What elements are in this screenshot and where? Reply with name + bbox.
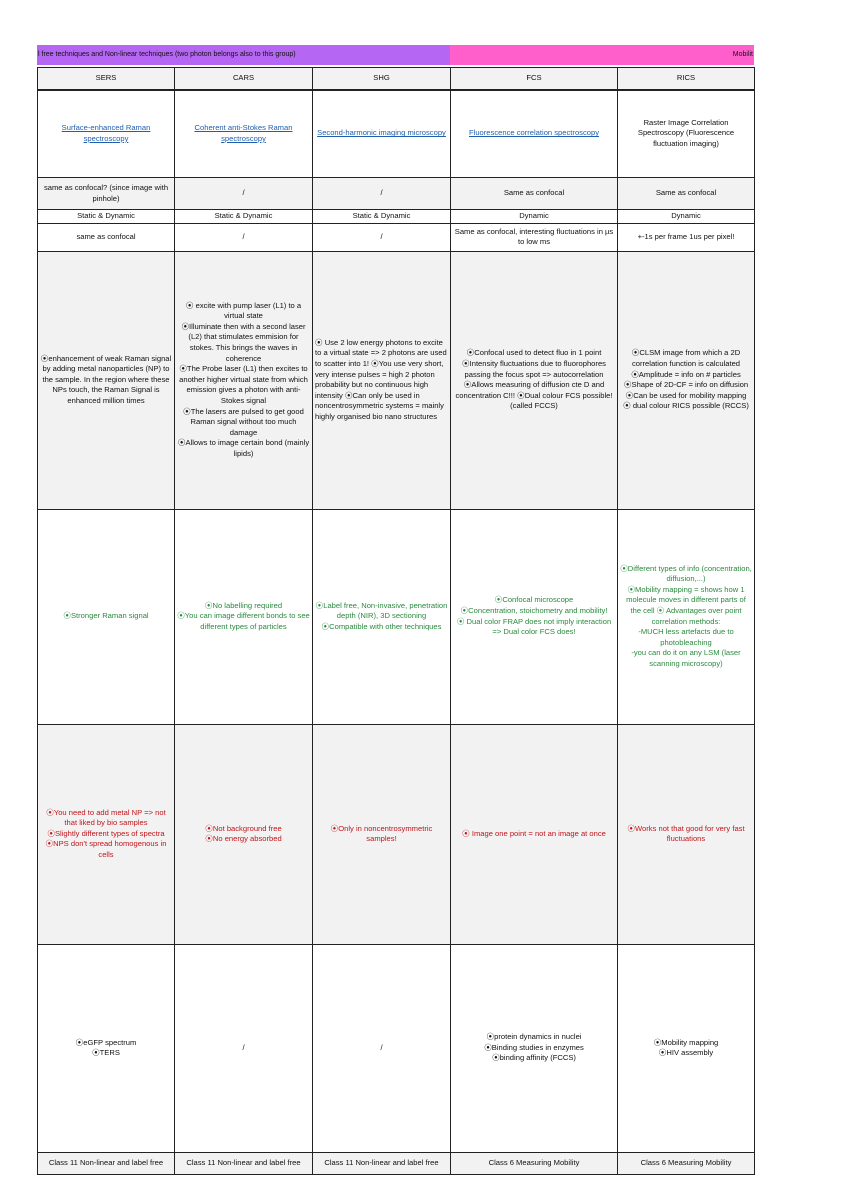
disadvantages-cell (618, 724, 755, 944)
resolution-cell: Same as confocal (451, 178, 618, 210)
header-cell: FCS (451, 68, 618, 90)
cell-line: ⦿eGFP spectrum (75, 1037, 137, 1047)
category-band-label-free: l free techniques and Non-linear techniques (two photon belongs also to this group) (37, 45, 450, 65)
cell-line: ⦿No energy absorbed (205, 834, 282, 844)
cell-line: ⦿Stronger Raman signal (63, 611, 149, 621)
disadvantages-row (38, 724, 755, 944)
resolution-row (38, 178, 755, 210)
cell-line: ⦿NPS don't spread homogenous in cells (45, 839, 167, 859)
full-name-link[interactable]: Coherent anti-Stokes Raman spectroscopy (194, 123, 293, 143)
advantages-row (38, 509, 755, 724)
advantages-cell (38, 509, 175, 724)
applications-cell (451, 944, 618, 1152)
cell-line: ⦿Mobility mapping = shows how 1 molecule moves in different parts of the cell ⦿ Advantages over point correlation methods: (626, 584, 746, 626)
cell-line: ⦿Slightly different types of spectra (47, 828, 165, 838)
cell-line: ⦿ Image one point = not an image at once (462, 828, 606, 838)
class-cell: Class 6 Measuring Mobility (618, 1152, 755, 1174)
advantages-cell (451, 509, 618, 724)
disadvantages-cell (313, 724, 451, 944)
cell-line: ⦿ excite with pump laser (L1) to a virtual state (185, 300, 302, 321)
cell-line: ⦿Label free, Non-invasive, penetration depth (NIR), 3D sectioning (315, 600, 448, 621)
cell-line: ⦿Concentration, stoichometry and mobility! (460, 606, 608, 615)
cell-line: -MUCH less artefacts due to photobleaching (638, 627, 734, 647)
mode-cell: Dynamic (451, 210, 618, 224)
full-name-link[interactable]: Second-harmonic imaging microscopy (317, 128, 446, 138)
advantages-cell (313, 509, 451, 724)
cell-line: ⦿Amplitude = info on # particles (631, 369, 741, 379)
header-cell: CARS (175, 68, 313, 90)
cell-line: ⦿ dual colour RICS possible (RCCS) (623, 401, 749, 411)
mode-row (38, 210, 755, 224)
disadvantages-cell (175, 724, 313, 944)
cell-line: ⦿Confocal microscope (494, 595, 574, 605)
cell-line: ⦿The Probe laser (L1) then excites to another higher virtual state from which emission gives a photon with anti-Stokes signal (179, 364, 308, 405)
principle-cell (38, 251, 175, 509)
advantages-cell (175, 509, 313, 724)
cell-line: ⦿Illuminate then with a second laser (L2) that stimulates emmision for stokes. This brings the waves in coherence (181, 321, 306, 363)
full-name-cell (451, 90, 618, 178)
techniques-table (37, 67, 755, 1175)
cell-line: ⦿You need to add metal NP => not that liked by bio samples (46, 807, 166, 828)
applications-cell (618, 944, 755, 1152)
advantages-cell (618, 509, 755, 724)
cell-line: ⦿TERS (92, 1048, 120, 1058)
principle-cell (313, 251, 451, 509)
cell-line: ⦿ Dual color FRAP does not imply interaction => Dual color FCS does! (456, 616, 612, 637)
cell-line: ⦿Works not that good for very fast fluctuations (627, 823, 745, 844)
cell-line: ⦿Compatible with other techniques (321, 621, 442, 631)
mode-cell: Static & Dynamic (313, 210, 451, 224)
cell-line: ⦿No labelling required (204, 600, 283, 610)
time-row (38, 223, 755, 251)
cell-line: ⦿Mobility mapping (653, 1037, 719, 1047)
applications-cell (313, 944, 451, 1152)
full-name-text: Raster Image Correlation Spectroscopy (Fluorescence fluctuation imaging) (637, 117, 735, 149)
cell-line: ⦿Binding studies in enzymes (484, 1042, 584, 1052)
time-cell: Same as confocal, interesting fluctuations in µs to low ms (451, 223, 618, 251)
cell-line: ⦿CLSM image from which a 2D correlation function is calculated (631, 348, 741, 368)
resolution-cell: / (313, 178, 451, 210)
cell-line: / (380, 1042, 383, 1052)
time-cell: same as confocal (38, 223, 175, 251)
cell-line: ⦿enhancement of weak Raman signal by adding metal nanoparticles (NP) to the sample. In the region where these NPs touch, the Raman Signal is enhanced million times (40, 353, 172, 405)
full-name-cell (175, 90, 313, 178)
header-row (38, 68, 755, 90)
header-cell: SERS (38, 68, 175, 90)
time-cell: / (175, 223, 313, 251)
applications-cell (175, 944, 313, 1152)
cell-line: ⦿Different types of info (concentration, diffusion,...) (620, 563, 752, 584)
mode-cell: Static & Dynamic (175, 210, 313, 224)
time-cell: +-1s per frame 1us per pixel! (618, 223, 755, 251)
time-cell: / (313, 223, 451, 251)
principle-cell (618, 251, 755, 509)
cell-line: ⦿HIV assembly (658, 1048, 714, 1058)
cell-line: ⦿Can be used for mobility mapping (625, 390, 747, 400)
cell-line: ⦿binding affinity (FCCS) (492, 1053, 576, 1063)
cell-line: ⦿ Use 2 low energy photons to excite to a virtual state => 2 photons are used to scatter into 1! ⦿You use very short, very intense pulses = high 2 photon probability but no continuous high intensity ⦿Can only be used in noncentrosymmetric systems = mainly highly organised bio nano structures (315, 337, 447, 421)
full-name-link[interactable]: Fluorescence correlation spectroscopy (469, 128, 599, 138)
mode-cell: Static & Dynamic (38, 210, 175, 224)
full-name-cell (618, 90, 755, 178)
header-cell: SHG (313, 68, 451, 90)
mode-cell: Dynamic (618, 210, 755, 224)
cell-line: ⦿Intensity fluctuations due to fluorophores passing the focus spot => autocorrelation (462, 358, 606, 379)
resolution-cell: same as confocal? (since image with pinhole) (38, 178, 175, 210)
full-name-cell (313, 90, 451, 178)
class-cell: Class 11 Non-linear and label free (38, 1152, 175, 1174)
cell-line: ⦿The lasers are pulsed to get good Raman signal without too much damage (183, 406, 304, 437)
full-name-row (38, 90, 755, 178)
cell-line: ⦿protein dynamics in nuclei (486, 1032, 582, 1042)
cell-line: ⦿Allows measuring of diffusion cte D and concentration C!!! ⦿Dual colour FCS possible! (called FCCS) (455, 380, 613, 411)
class-cell: Class 11 Non-linear and label free (313, 1152, 451, 1174)
cell-line: / (242, 1042, 245, 1052)
cell-line: -you can do it on any LSM (laser scanning microscopy) (631, 648, 741, 668)
cell-line: ⦿Shape of 2D-CF = info on diffusion (623, 380, 749, 390)
full-name-cell (38, 90, 175, 178)
applications-cell (38, 944, 175, 1152)
applications-row (38, 944, 755, 1152)
principle-cell (175, 251, 313, 509)
class-row (38, 1152, 755, 1174)
principle-row (38, 251, 755, 509)
cell-line: ⦿Only in noncentrosymmetric samples! (330, 823, 433, 844)
full-name-link[interactable]: Surface-enhanced Raman spectroscopy (61, 123, 151, 143)
class-cell: Class 6 Measuring Mobility (451, 1152, 618, 1174)
cell-line: ⦿You can image different bonds to see different types of particles (177, 611, 310, 631)
principle-cell (451, 251, 618, 509)
disadvantages-cell (38, 724, 175, 944)
cell-line: ⦿Confocal used to detect fluo in 1 point (466, 348, 602, 358)
class-cell: Class 11 Non-linear and label free (175, 1152, 313, 1174)
cell-line: ⦿Not background free (205, 823, 282, 833)
category-band-mobility: Mobilit (450, 45, 754, 65)
cell-line: ⦿Allows to image certain bond (mainly lipids) (177, 438, 310, 458)
resolution-cell: / (175, 178, 313, 210)
disadvantages-cell (451, 724, 618, 944)
header-cell: RICS (618, 68, 755, 90)
resolution-cell: Same as confocal (618, 178, 755, 210)
